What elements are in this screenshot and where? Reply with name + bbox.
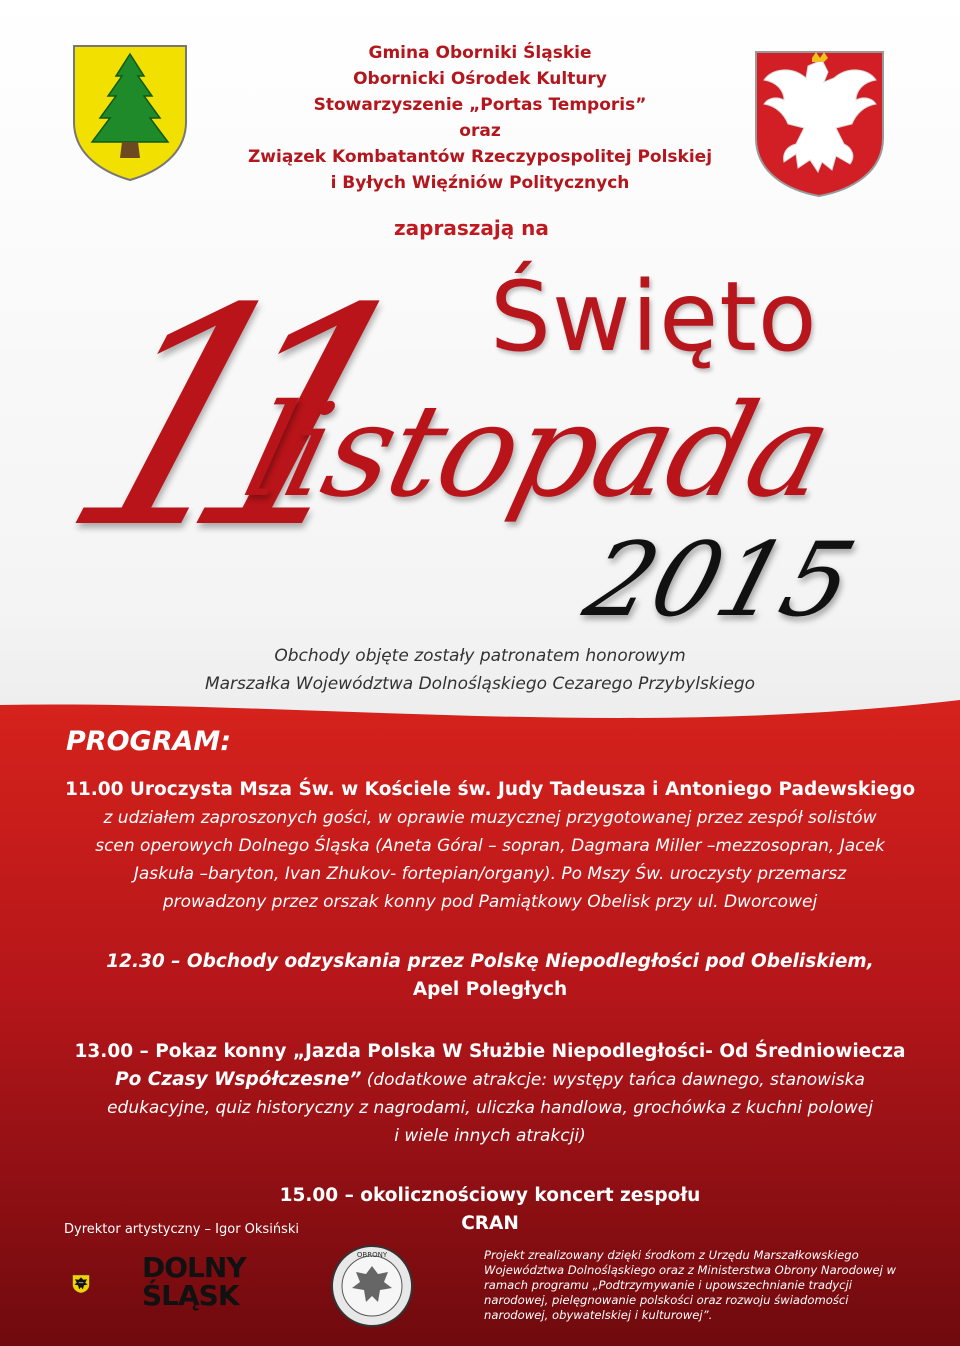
organizer-line: Związek Kombatantów Rzeczypospolitej Polskiej [247, 147, 713, 167]
program-item-line: Jaskuła –baryton, Ivan Zhukov- fortepian/organy). Po Mszy Św. uroczysty przemarsz [133, 864, 847, 884]
program-item-line: z udziałem zaproszonych gości, w oprawie muzycznej przygotowanej przez zespół solistów [103, 808, 877, 828]
program-item-heading: Apel Poległych [412, 979, 568, 1000]
program-item-2 [40, 948, 940, 1004]
patronage-line: Obchody objęte zostały patronatem honorowym [274, 646, 686, 666]
artistic-director: Dyrektor artystyczny – Igor Oksiński [64, 1222, 299, 1237]
ministry-seal-icon [330, 1244, 414, 1328]
logo-line: ŚLĄSK [142, 1279, 239, 1312]
logo-line: DOLNY [142, 1251, 246, 1284]
program-item-text: (dodatkowe atrakcje: występy tańca dawnego, stanowiska [361, 1070, 865, 1090]
project-line: narodowej, obywatelskiej i kulturowej”. [484, 1308, 713, 1322]
project-line: ramach programu „Podtrzymywanie i upowszechnianie tradycji [484, 1278, 852, 1292]
program-item-heading: Po Czasy Współczesne” [115, 1069, 362, 1090]
oborniki-crest-icon [70, 42, 190, 182]
program-heading: PROGRAM: [66, 726, 232, 757]
project-line: narodowej, pielęgnowanie polskości oraz rozwoju świadomości [484, 1293, 849, 1307]
program-item-line: i wiele innych atrakcji) [394, 1126, 586, 1146]
program-item-line: prowadzony przez orszak konny pod Pamiątkowy Obelisk przy ul. Dworcowej [162, 892, 818, 912]
program-item-heading: 13.00 – Pokaz konny „Jazda Polska W Służbie Niepodległości- Od Średniowiecza [74, 1041, 906, 1062]
polish-eagle-icon [752, 48, 887, 198]
project-line: Województwa Dolnośląskiego oraz z Ministerstwa Obrony Narodowej w [484, 1263, 897, 1277]
organizer-line: Gmina Oborniki Śląskie [368, 43, 592, 63]
title-number: 11 [31, 245, 387, 594]
patronage-note [150, 642, 810, 698]
seal-text: OBRONY [356, 1251, 388, 1259]
organizer-line: i Byłych Więźniów Politycznych [330, 173, 630, 193]
organizers-block [200, 40, 760, 196]
dolny-slask-logo-text [142, 1251, 246, 1312]
invite-text: zapraszają na [394, 216, 549, 240]
program-item-3 [40, 1038, 940, 1150]
program-item-heading: 15.00 – okolicznościowy koncert zespołu CRAN [279, 1185, 701, 1234]
title-year: 2015 [573, 521, 867, 640]
program-item-line: edukacyjne, quiz historyczny z nagrodami, uliczka handlowa, grochówka z kuchni polowej [107, 1098, 873, 1118]
patronage-line: Marszałka Województwa Dolnośląskiego Cezarego Przybylskiego [204, 674, 756, 694]
program-item-line: scen operowych Dolnego Śląska (Aneta Góral – sopran, Dagmara Miller –mezzosopran, Jacek [95, 836, 885, 856]
organizer-line: Stowarzyszenie „Portas Temporis” [313, 95, 647, 115]
organizer-line: oraz [459, 121, 501, 141]
program-item-4 [250, 1182, 730, 1238]
program-item-heading: 11.00 Uroczysta Msza Św. w Kościele św. Judy Tadeusza i Antoniego Padewskiego [64, 779, 916, 800]
organizer-line: Obornicki Ośrodek Kultury [353, 69, 607, 89]
title-swieto: Święto [490, 261, 818, 373]
title-month: listopada [231, 377, 844, 526]
dolny-slask-shield-icon [72, 1252, 132, 1316]
project-funding-note [484, 1248, 918, 1323]
program-item-1 [40, 776, 940, 916]
program-item-heading: 12.30 – Obchody odzyskania przez Polskę Niepodległości pod Obeliskiem, [106, 951, 874, 972]
project-line: Projekt zrealizowany dzięki środkom z Urzędu Marszałkowskiego [484, 1248, 859, 1262]
program-item-line-mixed [40, 1066, 940, 1094]
